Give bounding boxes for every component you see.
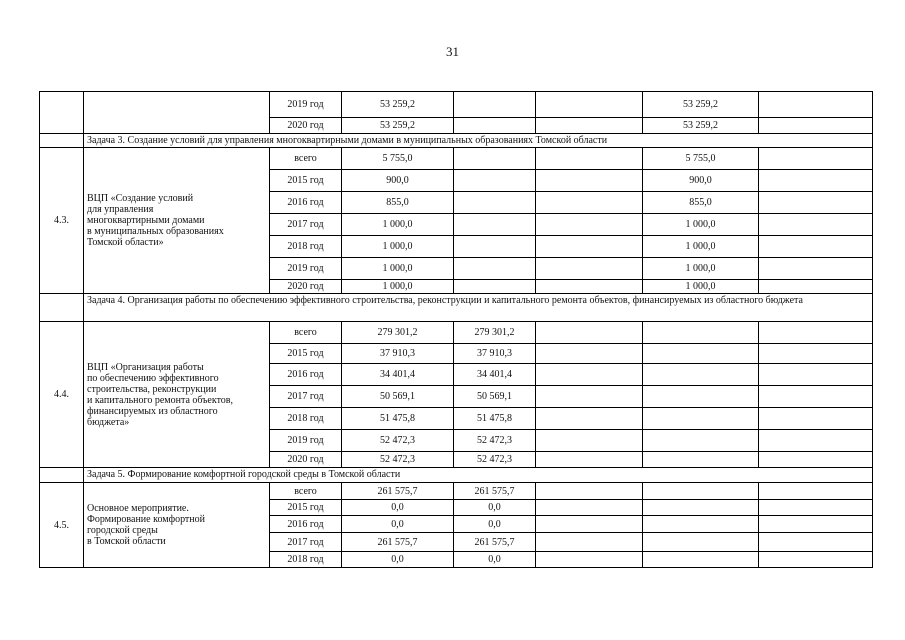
task-number-cell: [40, 134, 84, 148]
amount-cell-other: [759, 452, 873, 468]
item-number: 4.5.: [40, 483, 84, 568]
amount-cell-other: [759, 533, 873, 552]
amount-cell-reg: [536, 364, 643, 386]
table-row: [40, 483, 873, 500]
task-row: [40, 294, 873, 322]
amount-cell-total: 1 000,0: [342, 214, 454, 236]
amount-cell-other: [759, 236, 873, 258]
amount-cell-reg: [536, 258, 643, 280]
amount-cell-fed: 0,0: [454, 552, 536, 568]
year-cell: 2020 год: [270, 452, 342, 468]
task-title: Задача 5. Формирование комфортной городской среды в Томской области: [84, 468, 873, 483]
year-cell: 2017 год: [270, 386, 342, 408]
amount-cell-loc: 1 000,0: [643, 236, 759, 258]
amount-cell-reg: [536, 322, 643, 344]
year-cell: 2017 год: [270, 533, 342, 552]
amount-cell-reg: [536, 214, 643, 236]
amount-cell-other: [759, 483, 873, 500]
year-cell: 2019 год: [270, 258, 342, 280]
task-row: [40, 134, 873, 148]
item-name: ВЦП «Создание условий для управления многоквартирными домами в муниципальных образованиях Томской области»: [84, 148, 270, 294]
amount-cell-loc: [643, 386, 759, 408]
item-name-cell: [84, 92, 270, 134]
amount-cell-fed: 51 475,8: [454, 408, 536, 430]
amount-cell-loc: [643, 408, 759, 430]
amount-cell-total: 279 301,2: [342, 322, 454, 344]
amount-cell-total: 0,0: [342, 500, 454, 516]
amount-cell-total: 261 575,7: [342, 533, 454, 552]
task-number-cell: [40, 468, 84, 483]
amount-cell-reg: [536, 236, 643, 258]
amount-cell-loc: 5 755,0: [643, 148, 759, 170]
amount-cell-fed: 0,0: [454, 500, 536, 516]
amount-cell-other: [759, 344, 873, 364]
amount-cell-fed: 37 910,3: [454, 344, 536, 364]
table-row: [40, 148, 873, 170]
amount-cell-reg: [536, 516, 643, 533]
amount-cell-fed: 52 472,3: [454, 430, 536, 452]
amount-cell-total: 1 000,0: [342, 258, 454, 280]
amount-cell-total: 34 401,4: [342, 364, 454, 386]
amount-cell-other: [759, 118, 873, 134]
amount-cell-other: [759, 408, 873, 430]
amount-cell-fed: [454, 92, 536, 118]
year-cell: 2015 год: [270, 500, 342, 516]
year-cell: 2018 год: [270, 408, 342, 430]
table-body: [40, 92, 873, 568]
amount-cell-reg: [536, 452, 643, 468]
amount-cell-loc: [643, 344, 759, 364]
year-cell: 2018 год: [270, 236, 342, 258]
amount-cell-total: 51 475,8: [342, 408, 454, 430]
year-cell: всего: [270, 148, 342, 170]
amount-cell-loc: 1 000,0: [643, 214, 759, 236]
year-cell: 2016 год: [270, 364, 342, 386]
amount-cell-reg: [536, 192, 643, 214]
amount-cell-other: [759, 386, 873, 408]
year-cell: 2016 год: [270, 516, 342, 533]
amount-cell-reg: [536, 118, 643, 134]
amount-cell-fed: [454, 148, 536, 170]
amount-cell-reg: [536, 92, 643, 118]
amount-cell-total: 53 259,2: [342, 118, 454, 134]
amount-cell-reg: [536, 170, 643, 192]
amount-cell-other: [759, 214, 873, 236]
amount-cell-reg: [536, 483, 643, 500]
amount-cell-fed: [454, 118, 536, 134]
amount-cell-fed: 261 575,7: [454, 533, 536, 552]
amount-cell-other: [759, 170, 873, 192]
year-cell: 2019 год: [270, 430, 342, 452]
amount-cell-fed: 279 301,2: [454, 322, 536, 344]
amount-cell-loc: [643, 500, 759, 516]
task-number-cell: [40, 294, 84, 322]
amount-cell-fed: [454, 192, 536, 214]
amount-cell-reg: [536, 533, 643, 552]
year-cell: всего: [270, 322, 342, 344]
amount-cell-other: [759, 258, 873, 280]
amount-cell-total: 5 755,0: [342, 148, 454, 170]
amount-cell-loc: 1 000,0: [643, 280, 759, 294]
amount-cell-total: 53 259,2: [342, 92, 454, 118]
amount-cell-total: 52 472,3: [342, 452, 454, 468]
item-number: 4.4.: [40, 322, 84, 468]
task-title: Задача 3. Создание условий для управления многоквартирными домами в муниципальных образованиях Томской области: [84, 134, 873, 148]
amount-cell-loc: 1 000,0: [643, 258, 759, 280]
amount-cell-other: [759, 552, 873, 568]
amount-cell-other: [759, 280, 873, 294]
amount-cell-loc: 900,0: [643, 170, 759, 192]
amount-cell-fed: [454, 214, 536, 236]
amount-cell-total: 900,0: [342, 170, 454, 192]
amount-cell-other: [759, 516, 873, 533]
amount-cell-other: [759, 322, 873, 344]
amount-cell-loc: 53 259,2: [643, 92, 759, 118]
amount-cell-fed: [454, 280, 536, 294]
amount-cell-reg: [536, 344, 643, 364]
amount-cell-reg: [536, 148, 643, 170]
amount-cell-total: 37 910,3: [342, 344, 454, 364]
amount-cell-total: 855,0: [342, 192, 454, 214]
amount-cell-loc: [643, 452, 759, 468]
year-cell: 2020 год: [270, 280, 342, 294]
table-row: [40, 322, 873, 344]
amount-cell-loc: [643, 516, 759, 533]
amount-cell-reg: [536, 552, 643, 568]
amount-cell-total: 0,0: [342, 552, 454, 568]
amount-cell-total: 1 000,0: [342, 236, 454, 258]
amount-cell-reg: [536, 500, 643, 516]
amount-cell-loc: [643, 483, 759, 500]
amount-cell-loc: [643, 552, 759, 568]
item-name: Основное мероприятие. Формирование комфортной городской среды в Томской области: [84, 483, 270, 568]
table-row: [40, 92, 873, 118]
amount-cell-loc: [643, 430, 759, 452]
amount-cell-total: 52 472,3: [342, 430, 454, 452]
year-cell: 2017 год: [270, 214, 342, 236]
amount-cell-loc: [643, 322, 759, 344]
amount-cell-total: 1 000,0: [342, 280, 454, 294]
amount-cell-total: 0,0: [342, 516, 454, 533]
amount-cell-fed: 50 569,1: [454, 386, 536, 408]
amount-cell-loc: 53 259,2: [643, 118, 759, 134]
item-number: 4.3.: [40, 148, 84, 294]
item-number-cell: [40, 92, 84, 134]
year-cell: 2018 год: [270, 552, 342, 568]
amount-cell-other: [759, 364, 873, 386]
year-cell: 2015 год: [270, 170, 342, 192]
year-cell: 2016 год: [270, 192, 342, 214]
amount-cell-total: 261 575,7: [342, 483, 454, 500]
amount-cell-fed: 0,0: [454, 516, 536, 533]
year-cell: 2020 год: [270, 118, 342, 134]
amount-cell-other: [759, 500, 873, 516]
amount-cell-fed: 34 401,4: [454, 364, 536, 386]
amount-cell-loc: [643, 533, 759, 552]
amount-cell-fed: 52 472,3: [454, 452, 536, 468]
amount-cell-reg: [536, 408, 643, 430]
amount-cell-fed: [454, 236, 536, 258]
task-row: [40, 468, 873, 483]
amount-cell-fed: 261 575,7: [454, 483, 536, 500]
amount-cell-reg: [536, 280, 643, 294]
year-cell: 2015 год: [270, 344, 342, 364]
amount-cell-total: 50 569,1: [342, 386, 454, 408]
task-title: Задача 4. Организация работы по обеспечению эффективного строительства, реконструкции и капитального ремонта объектов, финансируемых из областного бюджета: [84, 294, 873, 322]
item-name: ВЦП «Организация работы по обеспечению эффективного строительства, реконструкции и капитального ремонта объектов, финансируемых из областного бюджета»: [84, 322, 270, 468]
page-number: 31: [446, 44, 459, 59]
amount-cell-fed: [454, 258, 536, 280]
amount-cell-other: [759, 148, 873, 170]
amount-cell-loc: [643, 364, 759, 386]
year-cell: 2019 год: [270, 92, 342, 118]
amount-cell-reg: [536, 386, 643, 408]
budget-table: [39, 91, 873, 568]
year-cell: всего: [270, 483, 342, 500]
amount-cell-other: [759, 192, 873, 214]
amount-cell-other: [759, 430, 873, 452]
amount-cell-loc: 855,0: [643, 192, 759, 214]
amount-cell-fed: [454, 170, 536, 192]
amount-cell-reg: [536, 430, 643, 452]
amount-cell-other: [759, 92, 873, 118]
